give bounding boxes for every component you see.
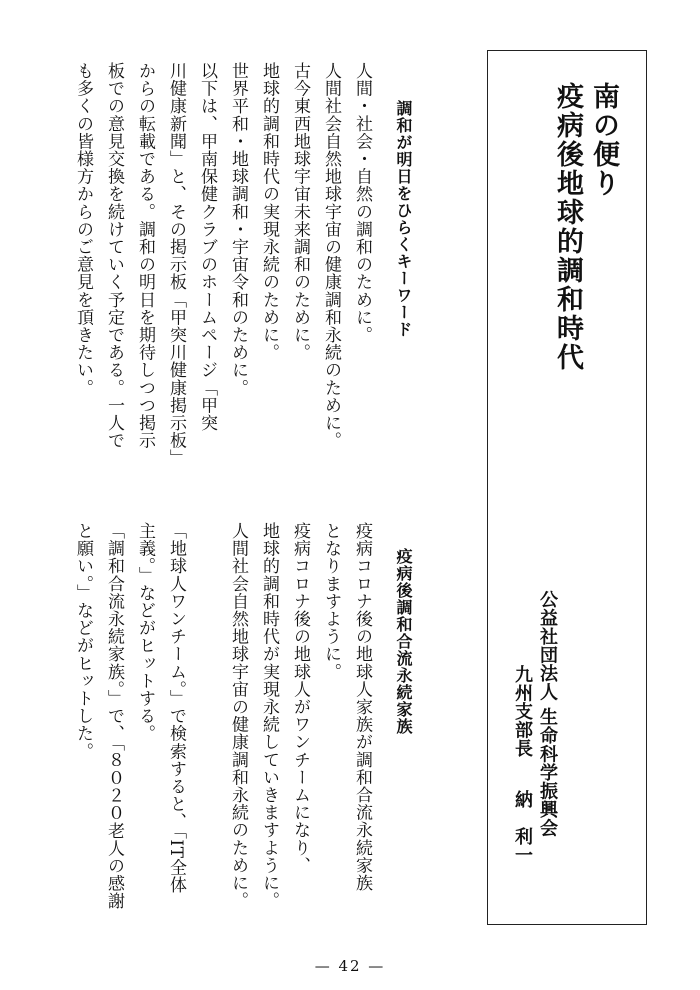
paragraph-line: 以下は、甲南保健クラブのホームページ「甲突 — [197, 62, 217, 432]
page-title: 南の便り — [588, 82, 619, 198]
paragraph-line: 人間社会自然地球宇宙の健康調和永続のために。 — [228, 522, 248, 910]
paragraph-line: 板での意見交換を続けていく予定である。一人で — [104, 62, 124, 450]
paragraph-line: 人間・社会・自然の調和のために。 — [352, 62, 372, 344]
author-position: 九州支部長 — [512, 665, 533, 758]
paragraph-line: 疫病コロナ後の地球人がワンチームになり、 — [290, 522, 310, 874]
paragraph-line: 世界平和・地球調和・宇宙令和のために。 — [228, 62, 248, 397]
paragraph-line: からの転載である。調和の明日を期待しつつ掲示 — [135, 62, 155, 450]
paragraph-line: も多くの皆様方からのご意見を頂きたい。 — [73, 62, 93, 397]
paragraph-line: と願い。」などがヒットした。 — [73, 522, 93, 760]
paragraph-line: 人間社会自然地球宇宙の健康調和永続のために。 — [321, 62, 341, 450]
paragraph-line: 古今東西地球宇宙未来調和のために。 — [290, 62, 310, 362]
paragraph-line: 川健康新聞」と、その掲示板「甲突川健康掲示板」 — [166, 62, 186, 467]
author-name: 納 利一 — [512, 790, 533, 864]
paragraph-line: 「調和合流永続家族。」で、「８０２０老人の感謝 — [104, 522, 124, 910]
paragraph-line: 地球的調和時代が実現永続していきますように。 — [259, 522, 279, 910]
section2-body — [67, 522, 377, 910]
paragraph-line: 主義。」などがヒットする。 — [135, 522, 155, 743]
author-organization: 公益社団法人 生命科学振興会 — [537, 590, 558, 838]
paragraph-line: 疫病コロナ後の地球人家族が調和合流永続家族 — [352, 522, 372, 892]
page-subtitle: 疫病後地球的調和時代 — [552, 82, 583, 372]
section1-body — [67, 62, 377, 467]
section2-heading: 疫病後調和合流永続家族 — [394, 548, 413, 735]
paragraph-line: 地球的調和時代の実現永続のために。 — [259, 62, 279, 362]
section1-heading: 調和が明日をひらくキーワード — [394, 100, 413, 338]
paragraph-line: となりますように。 — [321, 522, 341, 681]
page-number: — 42 — — [314, 957, 386, 975]
blank-line — [191, 522, 222, 910]
paragraph-line: 「地球人ワンチーム。」で検索すると、「IT全体 — [166, 522, 186, 894]
